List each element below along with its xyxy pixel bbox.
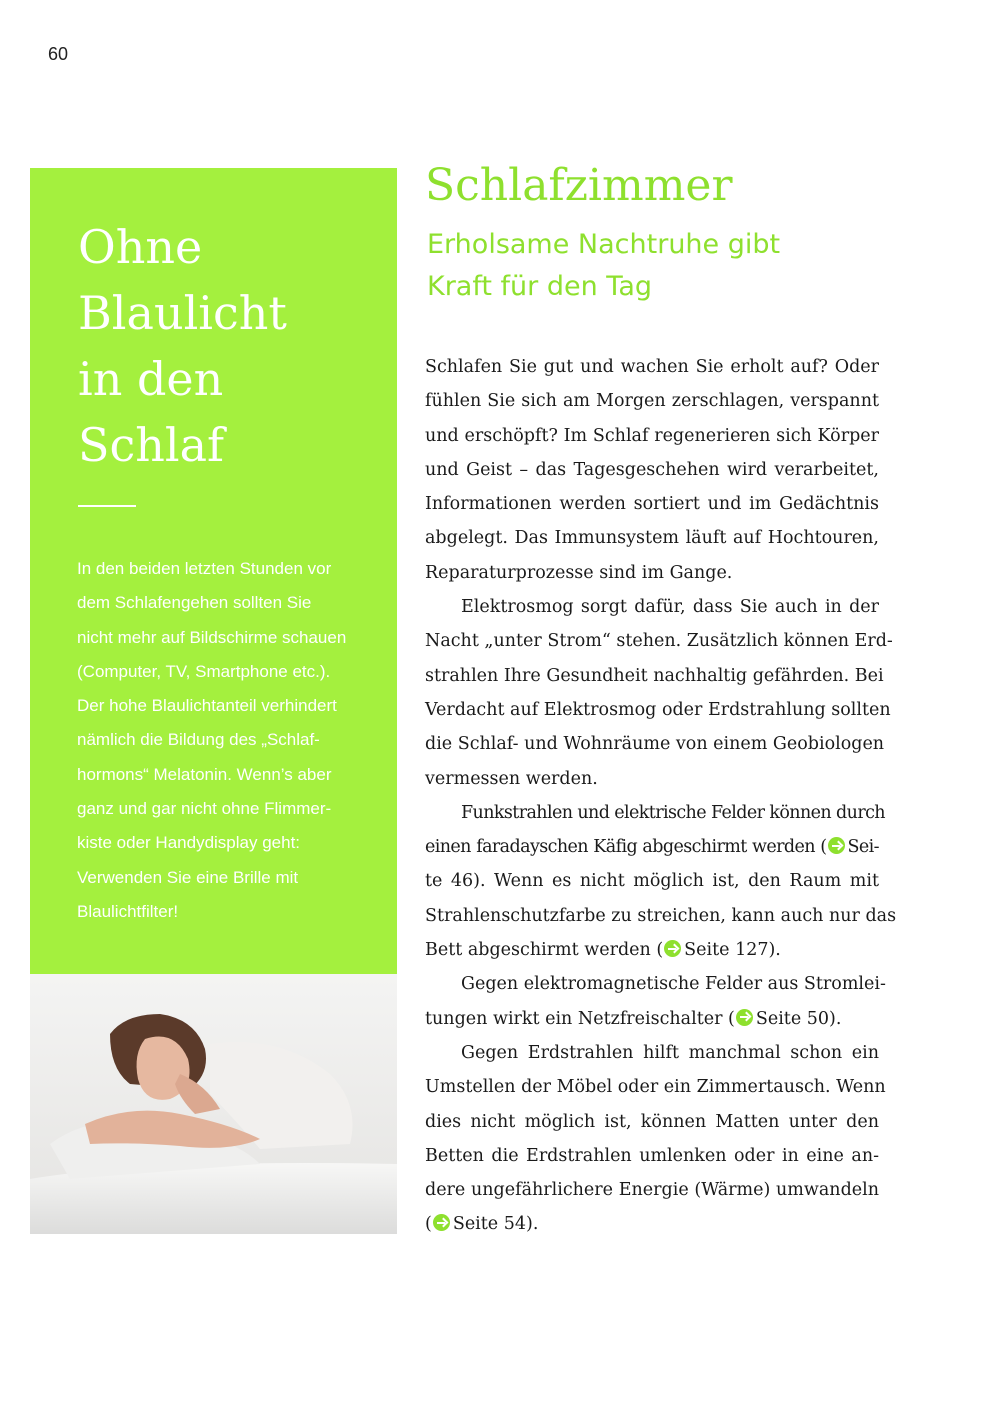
body-line: Nacht „unter Strom“ stehen. Zusätzlich können Erd- <box>425 631 893 652</box>
article-subtitle <box>427 224 907 308</box>
info-box-text-line: Blaulichtfilter! <box>77 901 179 921</box>
body-line: und Geist – das Tagesgeschehen wird verarbeitet, <box>425 459 879 480</box>
body-text-fragment: tungen wirkt ein Netzfreischalter ( <box>425 1008 735 1029</box>
body-line: Funkstrahlen und elektrische Felder können durch <box>461 802 885 823</box>
sleeping-woman-photo <box>30 974 397 1234</box>
info-box-title-line: Schlaf <box>78 418 225 472</box>
page-reference-link[interactable]: Seite 54). <box>452 1214 539 1235</box>
body-line <box>425 933 879 967</box>
body-line: Strahlenschutzfarbe zu streichen, kann auch nur das <box>425 905 897 926</box>
body-line: dere ungefährlichere Energie (Wärme) umwandeln <box>425 1180 879 1201</box>
body-text-fragment: einen faradayschen Käfig abgeschirmt werden ( <box>425 837 827 858</box>
body-line: Umstellen der Möbel oder ein Zimmertausch. Wenn <box>425 1077 886 1098</box>
info-box-text-line: In den beiden letzten Stunden vor <box>77 559 332 578</box>
info-box-text-line: dem Schlafengehen sollten Sie <box>77 593 312 613</box>
body-line: dies nicht möglich ist, können Matten unter den <box>425 1111 879 1132</box>
body-line: Informationen werden sortiert und im Gedächtnis <box>425 494 879 515</box>
body-line: fühlen Sie sich am Morgen zerschlagen, verspannt <box>425 391 879 412</box>
body-text-fragment: Bett abgeschirmt werden ( <box>425 940 664 961</box>
arrow-right-icon <box>828 837 845 854</box>
info-box-text-line: (Computer, TV, Smartphone etc.). <box>77 661 331 681</box>
body-line: und erschöpft? Im Schlaf regenerieren sich Körper <box>425 425 879 446</box>
info-box-text-line: hormons“ Melatonin. Wenn’s aber <box>77 764 332 784</box>
body-line: abgelegt. Das Immunsystem läuft auf Hochtouren, <box>425 528 879 549</box>
page-reference-link[interactable]: Sei- <box>847 837 879 858</box>
body-line: Betten die Erdstrahlen umlenken oder in eine an- <box>425 1145 879 1166</box>
body-line: vermessen werden. <box>425 768 598 789</box>
info-box-divider <box>78 505 136 507</box>
article-subtitle-line: Erholsame Nachtruhe gibt <box>427 229 781 260</box>
info-box-title-line: Blaulicht <box>78 286 287 340</box>
body-text-fragment: ( <box>425 1214 432 1235</box>
body-line: Gegen elektromagnetische Felder aus Stromlei- <box>461 974 886 995</box>
arrow-right-icon <box>433 1214 450 1231</box>
arrow-right-icon <box>664 940 681 957</box>
body-line <box>425 830 879 864</box>
info-box-title <box>78 214 378 478</box>
info-box-text-line: nicht mehr auf Bildschirme schauen <box>77 627 347 647</box>
page-number: 60 <box>48 44 69 64</box>
info-box-title-line: Ohne <box>78 220 203 274</box>
article-body <box>425 350 897 1242</box>
body-line: Schlafen Sie gut und wachen Sie erholt auf? Oder <box>425 357 879 377</box>
body-line <box>425 1207 879 1241</box>
body-line: Elektrosmog sorgt dafür, dass Sie auch in der <box>461 597 879 618</box>
body-line: Gegen Erdstrahlen hilft manchmal schon ein <box>461 1042 879 1063</box>
body-line: Verdacht auf Elektrosmog oder Erdstrahlung sollten <box>425 699 891 720</box>
sleeping-woman-illustration <box>30 974 397 1234</box>
page-reference-link[interactable]: Seite 127). <box>684 940 781 961</box>
info-box <box>30 168 397 974</box>
info-box-text <box>77 552 377 929</box>
body-line: Reparaturprozesse sind im Gange. <box>425 562 733 583</box>
arrow-right-icon <box>736 1009 753 1026</box>
info-box-text-line: Verwenden Sie eine Brille mit <box>77 867 299 887</box>
body-line: te 46). Wenn es nicht möglich ist, den Raum mit <box>425 871 879 892</box>
info-box-text-line: nämlich die Bildung des „Schlaf- <box>77 730 320 750</box>
body-line: strahlen Ihre Gesundheit nachhaltig gefährden. Bei <box>425 665 884 686</box>
info-box-text-line: Der hohe Blaulichtanteil verhindert <box>77 696 337 716</box>
article-subtitle-line: Kraft für den Tag <box>427 271 653 302</box>
page-reference-link[interactable]: Seite 50). <box>755 1008 842 1029</box>
info-box-text-line: ganz und gar nicht ohne Flimmer- <box>77 799 332 819</box>
info-box-text-line: kiste oder Handydisplay geht: <box>77 833 301 853</box>
article-title: Schlafzimmer <box>425 160 733 211</box>
body-line <box>425 1002 879 1036</box>
info-box-title-line: in den <box>78 352 224 406</box>
body-line: die Schlaf- und Wohnräume von einem Geobiologen <box>425 734 885 755</box>
